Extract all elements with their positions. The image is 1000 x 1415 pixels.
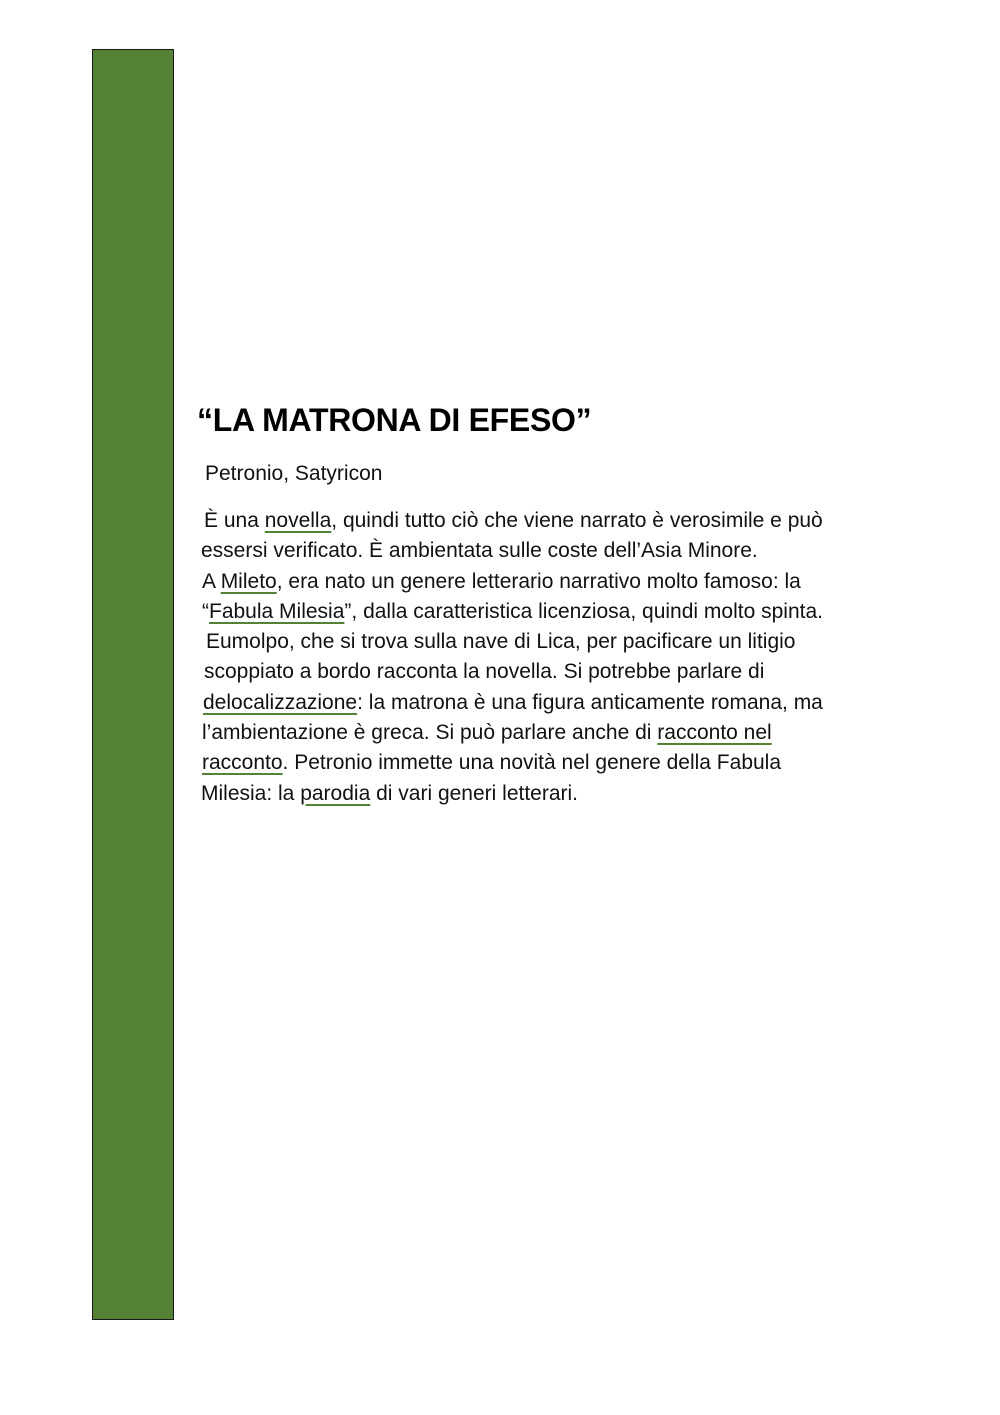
key-term: delocalizzazione [203,690,358,714]
body-text-segment: È una [204,509,265,532]
green-side-bar [92,49,174,1320]
body-text-segment: , era nato un genere letterario narrativo molto famoso: la [276,569,801,593]
body-line [200,718,920,748]
body-text-segment: essersi verificato. È ambientata sulle coste dell’Asia Minore. [201,539,758,563]
body-line [200,506,920,536]
body-text-segment: . Petronio immette una novità nel genere della Fabula [282,751,782,775]
body-line [200,779,920,809]
body-text-segment: l’ambientazione è greca. Si può parlare anche di [202,721,658,745]
body-text-segment: Eumolpo, che si trova sulla nave di Lica, per pacificare un litigio [206,630,796,654]
body-text-segment: Milesia: la [201,781,301,805]
body-line [200,567,920,597]
body-line [200,536,920,566]
body-line [200,627,920,657]
key-term: novella [264,509,332,532]
body-text-segment: , quindi tutto ciò che viene narrato è verosimile e può [331,509,823,532]
body-line [200,657,920,687]
key-term: racconto nel [657,721,772,745]
key-term: Mileto [220,569,277,593]
body-text-segment: scoppiato a bordo racconta la novella. Si potrebbe parlare di [204,660,765,684]
key-term: racconto [202,751,283,775]
key-term: Fabula Milesia [209,599,345,623]
body-text-segment: di vari generi letterari. [370,781,579,805]
body-line [200,597,920,627]
body-text-segment: “ [202,599,209,623]
document-subtitle: Petronio, Satyricon [205,462,383,485]
body-text-segment: : la matrona è una figura anticamente romana, ma [357,690,823,714]
body-line [200,688,920,718]
body-paragraph [200,506,920,809]
key-term: parodia [300,781,371,805]
body-text-segment: ”, dalla caratteristica licenziosa, quindi molto spinta. [344,599,823,623]
body-line [200,748,920,778]
body-text-segment: A [202,569,221,593]
document-title: “LA MATRONA DI EFESO” [197,402,592,438]
